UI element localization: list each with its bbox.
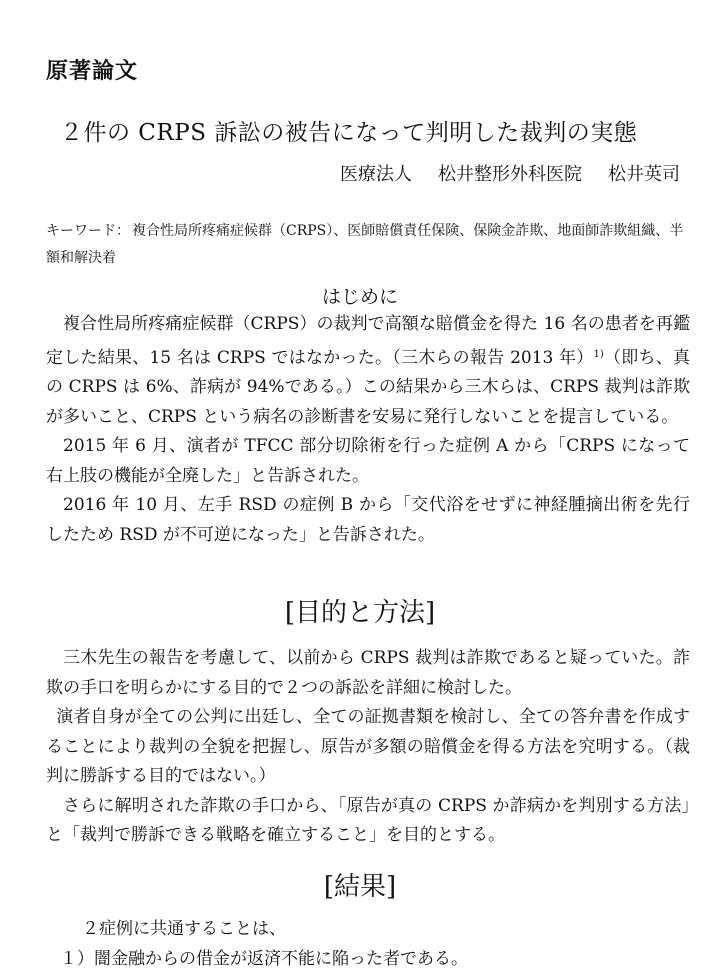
results-heading: [結果] xyxy=(323,872,397,902)
author-name: 松井英司 xyxy=(608,164,680,185)
article-category: 原著論文 xyxy=(46,59,139,84)
results-intro: ２症例に共通することは、 xyxy=(82,919,286,939)
intro-paragraph-2: 2015 年 6 月、演者が TFCC 部分切除術を行った症例 A から「CRPS になって右上肢の機能が全廃した」と告訴された。 xyxy=(46,436,690,486)
results-item-1: １）闇金融からの借金が返済不能に陥った者である。 xyxy=(60,949,468,969)
purpose-heading: [目的と方法] xyxy=(284,598,436,628)
paper-title: ２件の CRPS 訴訟の被告になって判明した裁判の実態 xyxy=(60,120,638,146)
intro-paragraph-3: 2016 年 10 月、左手 RSD の症例 B から「交代浴をせずに神経腫摘出術を先行したため RSD が不可逆になった」と告訴された。 xyxy=(46,495,690,545)
keywords-label: キーワード： xyxy=(46,223,130,239)
purpose-section xyxy=(46,644,690,851)
intro-paragraph-1 xyxy=(46,310,690,432)
purpose-paragraph-1: 三木先生の報告を考慮して、以前から CRPS 裁判は詐欺であると疑っていた。詐欺の手口を明らかにする目的で２つの訴訟を詳細に検討した。 xyxy=(46,648,690,698)
keywords-text: 複合性局所疼痛症候群（CRPS）、医師賠償責任保険、保険金詐欺、地面師詐欺組織、半額和解決着 xyxy=(46,223,684,266)
author-line xyxy=(340,160,680,186)
author-organization: 医療法人 xyxy=(340,164,412,185)
keywords xyxy=(46,218,686,272)
results-list xyxy=(60,914,468,974)
author-clinic: 松井整形外科医院 xyxy=(438,164,582,185)
purpose-paragraph-3: さらに解明された詐欺の手口から、「原告が真の CRPS か詐病かを判別する方法」と「裁判で勝訴できる戦略を確立すること」を目的とする。 xyxy=(46,795,690,845)
reference-marker: 1) xyxy=(593,348,604,360)
purpose-paragraph-2: 演者自身が全ての公判に出廷し、全ての証拠書類を検討し、全ての答弁書を作成することにより裁判の全貌を把握し、原告が多額の賠償金を得る方法を究明する。（裁判に勝訴する目的ではない。） xyxy=(46,707,690,786)
intro-section xyxy=(46,310,690,550)
intro-heading: はじめに xyxy=(321,286,398,308)
intro-paragraph-1-text-b: （即ち、真の CRPS は 6%、詐病が 94%である。）この結果から三木らは、CRPS 裁判は詐欺が多いこと、CRPS という病名の診断書を安易に発行しないことを提言している。 xyxy=(46,347,691,427)
intro-paragraph-1-text-a: 複合性局所疼痛症候群（CRPS）の裁判で高額な賠償金を得た 16 名の患者を再鑑定した結果、15 名は CRPS ではなかった。（三木らの報告 2013 年） xyxy=(46,314,690,368)
